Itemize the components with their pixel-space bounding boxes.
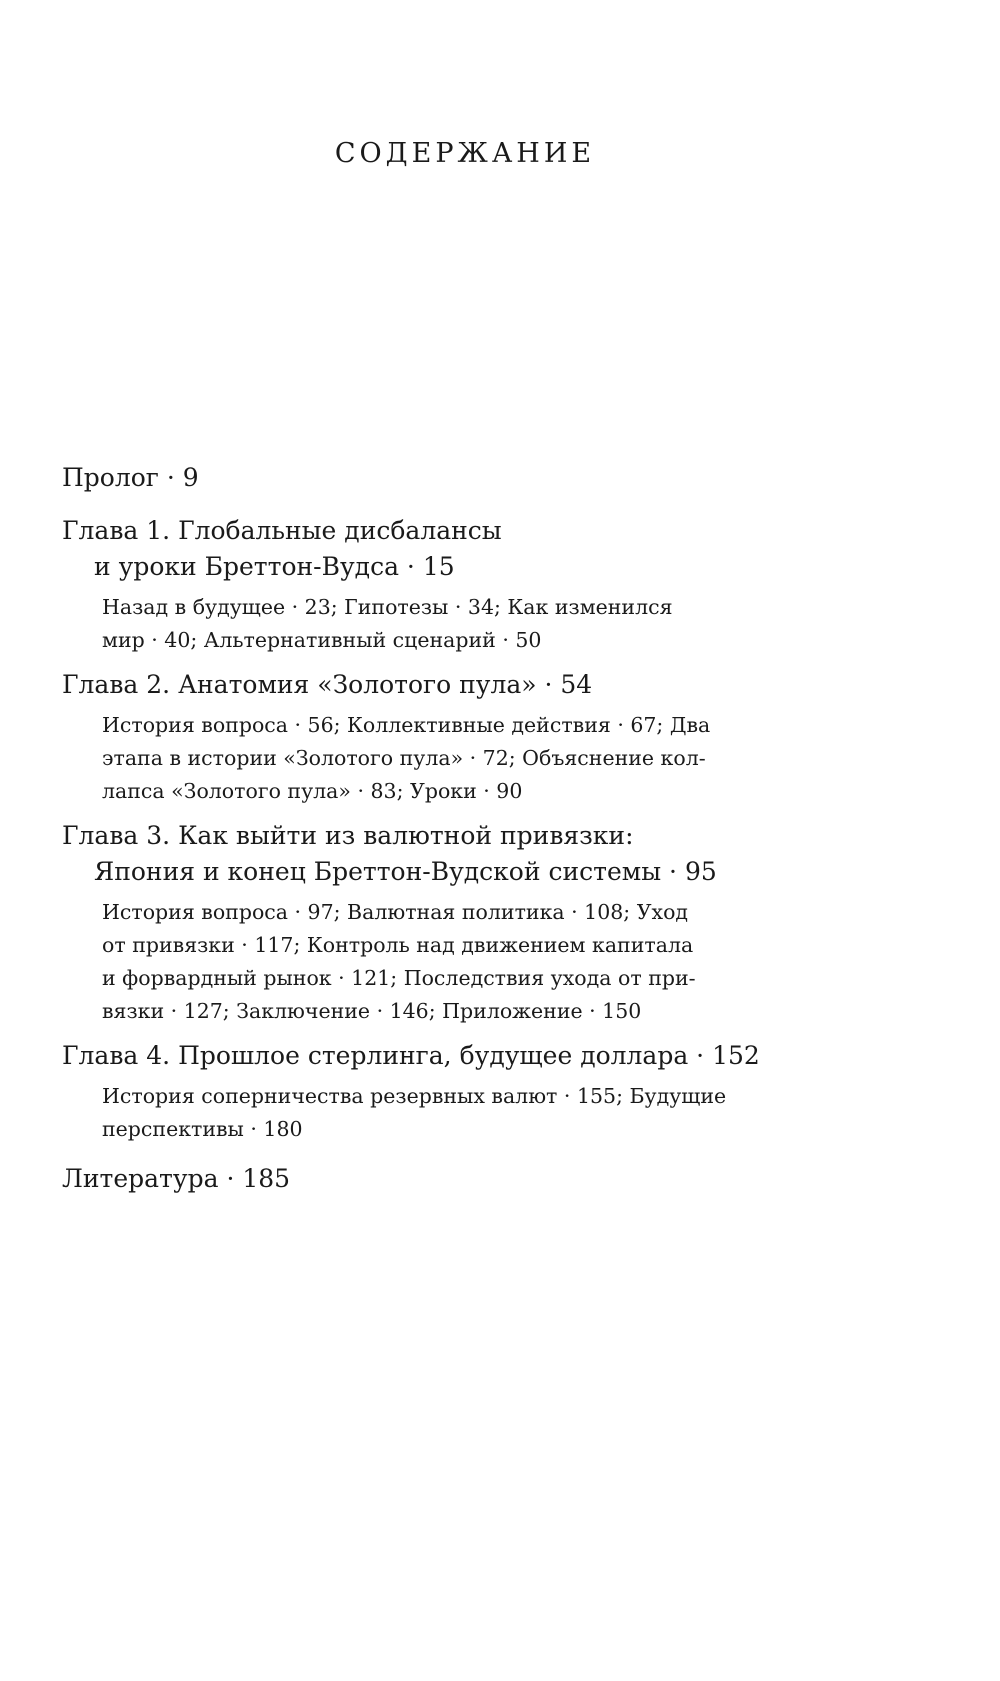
chapter-sections bbox=[62, 896, 782, 1028]
toc-entry-chapter-2 bbox=[62, 667, 782, 808]
page-title: СОДЕРЖАНИЕ bbox=[334, 138, 596, 169]
toc-entry-label: Пролог · 9 bbox=[62, 463, 199, 492]
section-line: История соперничества резервных валют · 155; Будущие bbox=[102, 1084, 727, 1108]
section-line: от привязки · 117; Контроль над движением капитала bbox=[102, 933, 694, 957]
chapter-title-line: Глава 2. Анатомия «Золотого пула» · 54 bbox=[62, 670, 593, 699]
chapter-sections bbox=[62, 1080, 782, 1146]
toc-entry-chapter-4 bbox=[62, 1038, 782, 1146]
chapter-title-line: и уроки Бреттон-Вудса · 15 bbox=[94, 552, 455, 581]
section-line: вязки · 127; Заключение · 146; Приложение · 150 bbox=[102, 999, 642, 1023]
section-line: История вопроса · 56; Коллективные действия · 67; Два bbox=[102, 713, 711, 737]
section-line: Назад в будущее · 23; Гипотезы · 34; Как изменился bbox=[102, 595, 673, 619]
section-line: мир · 40; Альтернативный сценарий · 50 bbox=[102, 628, 542, 652]
toc-list bbox=[62, 460, 782, 1197]
chapter-sections bbox=[62, 591, 782, 657]
chapter-title-line: Глава 1. Глобальные дисбалансы bbox=[62, 516, 502, 545]
toc-entry-prolog bbox=[62, 460, 782, 496]
toc-entry-label: Литература · 185 bbox=[62, 1164, 291, 1193]
section-line: История вопроса · 97; Валютная политика · 108; Уход bbox=[102, 900, 689, 924]
toc-entry-chapter-1 bbox=[62, 513, 782, 657]
chapter-title-line: Глава 4. Прошлое стерлинга, будущее доллара · 152 bbox=[62, 1041, 760, 1070]
toc-entry-literature bbox=[62, 1161, 782, 1197]
section-line: лапса «Золотого пула» · 83; Уроки · 90 bbox=[102, 779, 523, 803]
chapter-sections bbox=[62, 709, 782, 808]
toc-entry-chapter-3 bbox=[62, 818, 782, 1028]
section-line: этапа в истории «Золотого пула» · 72; Объяснение кол- bbox=[102, 746, 706, 770]
section-line: и форвардный рынок · 121; Последствия ухода от при- bbox=[102, 966, 696, 990]
chapter-title-line: Япония и конец Бреттон-Вудской системы · 95 bbox=[94, 857, 717, 886]
chapter-title-line: Глава 3. Как выйти из валютной привязки: bbox=[62, 821, 634, 850]
section-line: перспективы · 180 bbox=[102, 1117, 303, 1141]
